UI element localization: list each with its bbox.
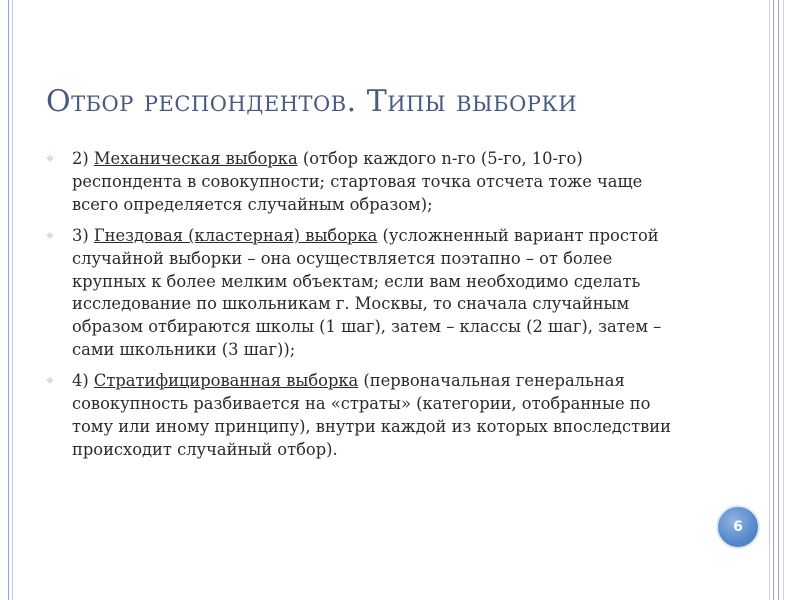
slide-title: Отбор респондентов. Типы выборки [46,84,578,119]
bullet-icon: ⌖ [46,373,54,390]
bullet-prefix: 4) [72,371,94,391]
bullet-icon: ⌖ [46,227,54,244]
bullet-prefix: 2) [72,149,94,168]
bullet-item-mechanical [46,148,686,217]
bullet-text: (усложненный вариант простой случайной выборки – она осуществляется поэтапно – от более крупных к более мелким объектам; если вам необходимо сделать исследование по школьникам г. Москвы, то сначала случайным образом отбираются школы (1 шаг), затем – классы (2 шаг), затем – сами школьники (3 шаг)); [72,225,662,360]
bullet-text: (первоначальная генеральная совокупность разбивается на «страты» (категории, отобранные по тому или иному принципу), внутри каждой из которых впоследствии происходит случайный отбор). [72,371,671,459]
bullet-item-stratified [46,370,686,462]
bullet-icon: ⌖ [46,151,54,167]
bullet-term: Стратифицированная выборка [93,371,359,391]
bullet-item-cluster [46,225,686,362]
bullet-prefix: 3) [72,225,94,245]
slide-right-border [778,0,800,600]
page-number-badge: 6 [716,505,760,549]
bullet-text: (отбор каждого n-го (5-го, 10-го) респондента в совокупности; стартовая точка отсчета тоже чаще всего определяется случайным образом); [72,149,643,214]
bullet-term: Гнездовая (кластерная) выборка [93,225,378,245]
bullet-term: Механическая выборка [93,149,298,168]
slide-content [46,148,686,470]
